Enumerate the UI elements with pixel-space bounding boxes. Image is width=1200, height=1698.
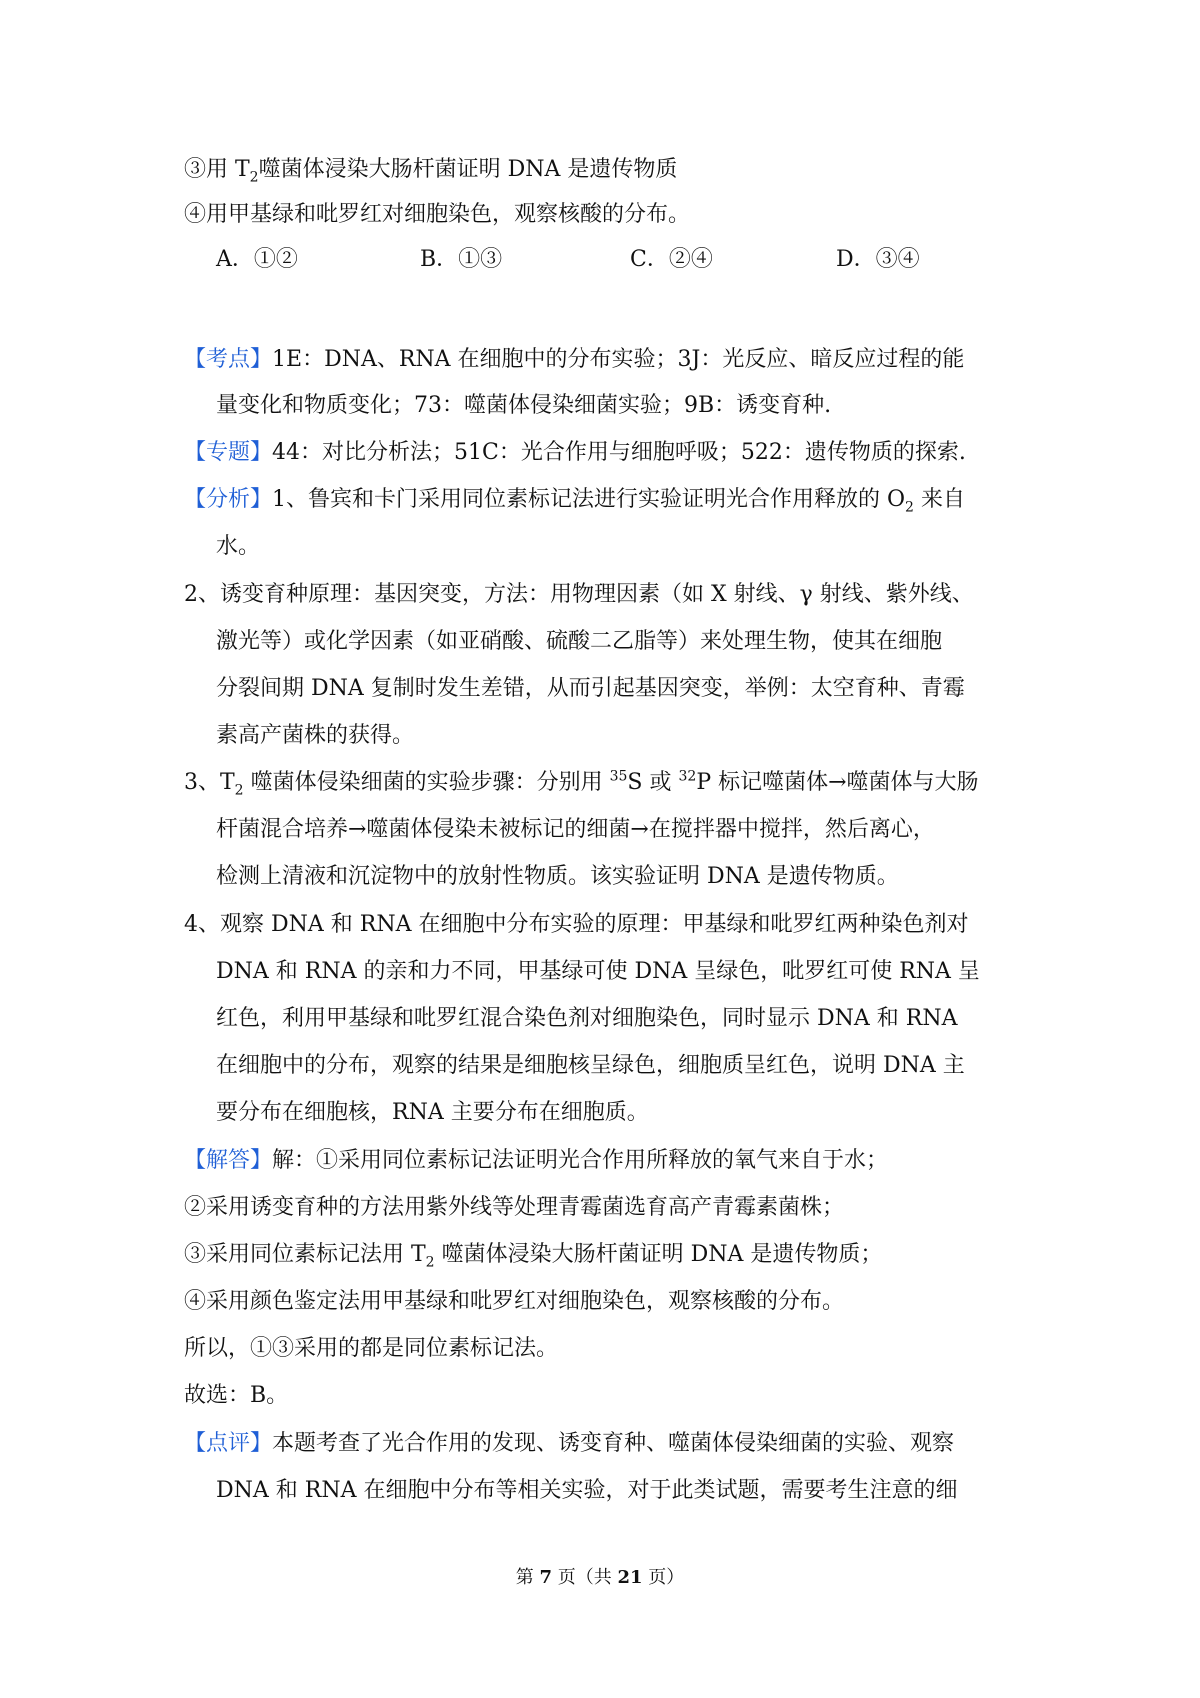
fenxi-p4-line-1: 4、观察 DNA 和 RNA 在细胞中分布实验的原理：甲基绿和吡罗红两种染色剂对 [184, 912, 969, 937]
option-c: C．②④ [630, 247, 713, 272]
fenxi-p3-line-1 [184, 768, 979, 798]
fenxi-p4-line-5: 要分布在细胞核，RNA 主要分布在细胞质。 [216, 1100, 649, 1125]
jieda-tag: 【解答】 [184, 1148, 273, 1173]
kaodian-tag: 【考点】 [184, 347, 273, 372]
dianping-tag: 【点评】 [184, 1431, 273, 1456]
footer-text-pre: 第 [515, 1567, 540, 1588]
total-pages: 21 [617, 1567, 643, 1588]
footer-text-mid: 页（共 [552, 1567, 618, 1588]
dianping-text: 本题考查了光合作用的发现、诱变育种、噬菌体侵染细菌的实验、观察 [272, 1431, 955, 1456]
fenxi-p1-text-rest: 来自 [913, 487, 965, 512]
fenxi-p2-line-3: 分裂间期 DNA 复制时发生差错，从而引起基因突变，举例：太空育种、青霉 [216, 676, 965, 701]
jieda-text: 解：①采用同位素标记法证明光合作用所释放的氧气来自于水； [272, 1148, 889, 1173]
question-item-3 [184, 155, 677, 185]
option-b: B．①③ [420, 247, 503, 272]
fenxi-p1-line-2: 水。 [216, 534, 261, 559]
subscript: 2 [905, 499, 914, 516]
jieda-line-3 [184, 1240, 882, 1270]
fenxi-p4-line-2: DNA 和 RNA 的亲和力不同，甲基绿可使 DNA 呈绿色，吡罗红可使 RNA 呈 [216, 959, 980, 984]
p3-text-a: 3、T [184, 770, 235, 795]
fenxi-tag: 【分析】 [184, 487, 273, 512]
p3-text-c: S 或 [627, 770, 679, 795]
superscript: 35 [609, 768, 628, 785]
zhuanti-text: 44：对比分析法；51C：光合作用与细胞呼吸；522：遗传物质的探索. [272, 440, 966, 465]
kaodian-text: 1E：DNA、RNA 在细胞中的分布实验；3J：光反应、暗反应过程的能 [272, 347, 965, 372]
fenxi-p2-line-2: 激光等）或化学因素（如亚硝酸、硫酸二乙脂等）来处理生物，使其在细胞 [216, 629, 943, 654]
dianping-line-2: DNA 和 RNA 在细胞中分布等相关实验，对于此类试题，需要考生注意的细 [216, 1478, 958, 1503]
subscript: 2 [249, 169, 259, 186]
page-number: 7 [539, 1567, 552, 1588]
fenxi-p3-line-2: 杆菌混合培养→噬菌体侵染未被标记的细菌→在搅拌器中搅拌，然后离心， [216, 817, 935, 842]
fenxi-p3-line-3: 检测上清液和沉淀物中的放射性物质。该实验证明 DNA 是遗传物质。 [216, 864, 899, 889]
fenxi-p1-text: 1、鲁宾和卡门采用同位素标记法进行实验证明光合作用释放的 O [272, 487, 906, 512]
kaodian-line-1 [184, 345, 964, 375]
subscript: 2 [425, 1254, 435, 1271]
option-a: A．①② [216, 247, 298, 272]
p3-text-d: P 标记噬菌体→噬菌体与大肠 [696, 770, 979, 795]
p3-text-b: 噬菌体侵染细菌的实验步骤：分别用 [243, 770, 610, 795]
page-footer [0, 1563, 1200, 1589]
fenxi-line-1 [184, 485, 965, 515]
jieda-line-4: ④采用颜色鉴定法用甲基绿和吡罗红对细胞染色，观察核酸的分布。 [184, 1289, 845, 1314]
jieda-l3-text-rest: 噬菌体浸染大肠杆菌证明 DNA 是遗传物质； [434, 1242, 883, 1267]
zhuanti-line [184, 438, 966, 468]
fenxi-p4-line-4: 在细胞中的分布，观察的结果是细胞核呈绿色，细胞质呈红色，说明 DNA 主 [216, 1053, 965, 1078]
footer-text-post: 页） [642, 1567, 685, 1588]
jieda-line-6: 故选：B。 [184, 1383, 289, 1408]
zhuanti-tag: 【专题】 [184, 440, 273, 465]
question-item-4: ④用甲基绿和吡罗红对细胞染色，观察核酸的分布。 [184, 202, 691, 227]
item3-text-rest: 噬菌体浸染大肠杆菌证明 DNA 是遗传物质 [258, 157, 678, 182]
jieda-line-5: 所以，①③采用的都是同位素标记法。 [184, 1336, 559, 1361]
fenxi-p2-line-4: 素高产菌株的获得。 [216, 723, 415, 748]
fenxi-p4-line-3: 红色，利用甲基绿和吡罗红混合染色剂对细胞染色，同时显示 DNA 和 RNA [216, 1006, 958, 1031]
subscript: 2 [234, 782, 244, 799]
kaodian-line-2: 量变化和物质变化；73：噬菌体侵染细菌实验；9B：诱变育种. [216, 393, 832, 418]
jieda-line-1 [184, 1146, 888, 1176]
jieda-line-2: ②采用诱变育种的方法用紫外线等处理青霉菌选育高产青霉素菌株； [184, 1195, 845, 1220]
option-d: D．③④ [836, 247, 920, 272]
superscript: 32 [678, 768, 697, 785]
jieda-l3-text: ③采用同位素标记法用 T [184, 1242, 426, 1267]
item3-text: ③用 T [184, 157, 250, 182]
dianping-line-1 [184, 1429, 954, 1459]
fenxi-p2-line-1: 2、诱变育种原理：基因突变，方法：用物理因素（如 X 射线、γ 射线、紫外线、 [184, 582, 974, 607]
